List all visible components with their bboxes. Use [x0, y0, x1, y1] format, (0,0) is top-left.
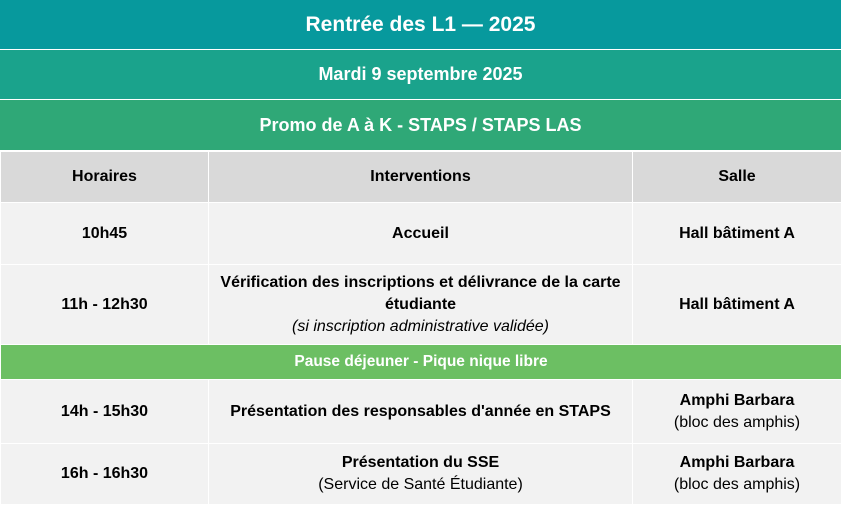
pause-row [1, 345, 841, 380]
column-header-salle: Salle [633, 152, 841, 203]
room-name: Amphi Barbara [637, 390, 837, 412]
time-cell: 10h45 [1, 203, 209, 265]
column-header-interventions: Interventions [209, 152, 633, 203]
pause-label: Pause déjeuner - Pique nique libre [1, 345, 841, 380]
room-note: (bloc des amphis) [637, 474, 837, 496]
intervention-title: Présentation des responsables d'année en STAPS [213, 401, 628, 423]
room-cell [633, 203, 841, 265]
time-cell: 14h - 15h30 [1, 380, 209, 444]
intervention-title: Vérification des inscriptions et délivrance de la carte étudiante [213, 272, 628, 316]
intervention-cell [209, 444, 633, 505]
room-name: Amphi Barbara [637, 452, 837, 474]
room-cell [633, 265, 841, 345]
room-note: (bloc des amphis) [637, 412, 837, 434]
time-cell: 11h - 12h30 [1, 265, 209, 345]
promo-subtitle: Promo de A à K - STAPS / STAPS LAS [0, 100, 841, 151]
event-date: Mardi 9 septembre 2025 [0, 50, 841, 100]
column-header-horaires: Horaires [1, 152, 209, 203]
table-row [1, 203, 841, 265]
intervention-cell [209, 380, 633, 444]
schedule-table [0, 151, 841, 505]
intervention-title: Présentation du SSE [213, 452, 628, 474]
table-row [1, 444, 841, 505]
time-cell: 16h - 16h30 [1, 444, 209, 505]
table-header-row [1, 152, 841, 203]
intervention-note: (si inscription administrative validée) [213, 316, 628, 338]
intervention-title: Accueil [213, 223, 628, 245]
table-row [1, 265, 841, 345]
room-name: Hall bâtiment A [637, 294, 837, 316]
intervention-cell [209, 203, 633, 265]
document-title: Rentrée des L1 — 2025 [0, 0, 841, 50]
intervention-note: (Service de Santé Étudiante) [213, 474, 628, 496]
intervention-cell [209, 265, 633, 345]
table-row [1, 380, 841, 444]
room-cell [633, 380, 841, 444]
room-cell [633, 444, 841, 505]
room-name: Hall bâtiment A [637, 223, 837, 245]
